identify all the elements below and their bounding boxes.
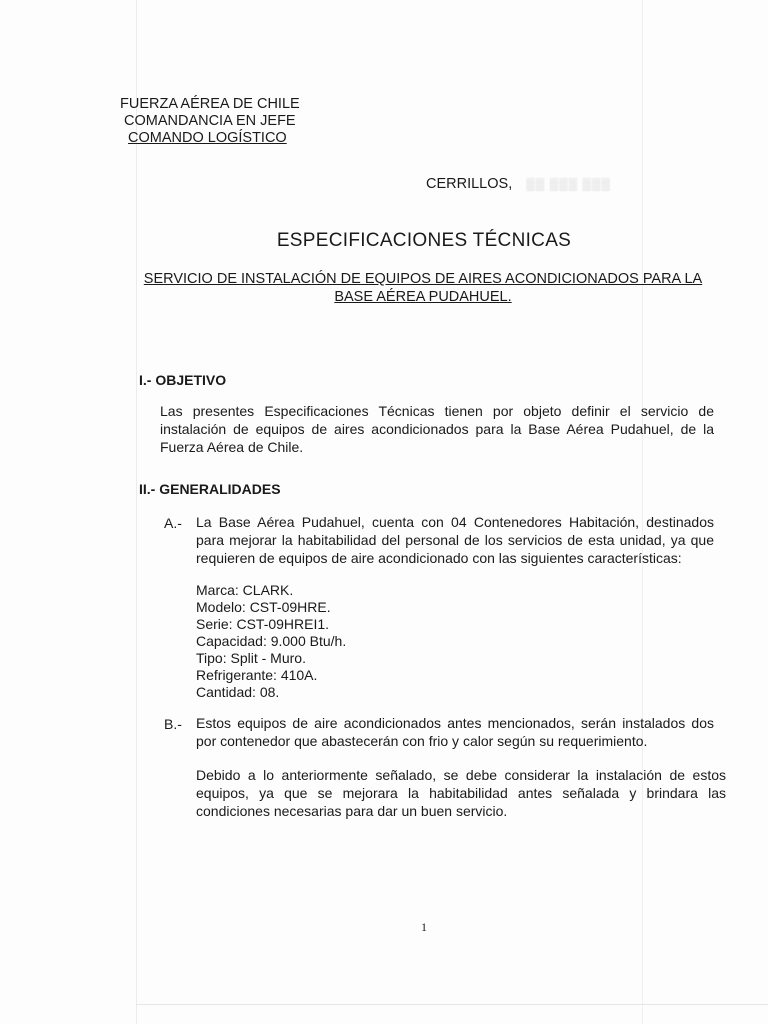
place-date bbox=[426, 176, 611, 192]
scan-edge-bottom bbox=[136, 1004, 768, 1005]
document-subtitle bbox=[136, 270, 710, 306]
spec-capacidad: Capacidad: 9.000 Btu/h. bbox=[196, 633, 347, 649]
letterhead-line-2: COMANDANCIA EN JEFE bbox=[124, 113, 296, 129]
letterhead-line-1: FUERZA AÉREA DE CHILE bbox=[120, 96, 300, 112]
section-objetivo-text: Las presentes Especificaciones Técnicas tienen por objeto definir el servicio de instalación de equipos de aires acondicionados para la Base Aérea Pudahuel, de la Fuerza Aérea de Chile. bbox=[160, 403, 714, 455]
document-title: ESPECIFICACIONES TÉCNICAS bbox=[276, 230, 572, 251]
spec-marca: Marca: CLARK. bbox=[196, 582, 294, 598]
section-objetivo-heading: I.- OBJETIVO bbox=[139, 372, 227, 388]
letterhead-line-3: COMANDO LOGÍSTICO bbox=[128, 130, 287, 146]
page-number: 1 bbox=[421, 920, 427, 934]
date-stamp: ▒▒ ▒▒▒ ▒▒▒ bbox=[526, 177, 611, 191]
subtitle-line-1: SERVICIO DE INSTALACIÓN DE EQUIPOS DE AIRES ACONDICIONADOS PARA LA bbox=[143, 271, 703, 287]
letterhead bbox=[120, 96, 300, 147]
spec-cantidad: Cantidad: 08. bbox=[196, 684, 280, 700]
item-b-text-2: Debido a lo anteriormente señalado, se debe considerar la instalación de estos equipos, ya que se mejorara la habitabilidad antes señalada y brindara las condiciones necesarias para dar un buen servicio. bbox=[196, 767, 726, 819]
place-label: CERRILLOS, bbox=[426, 176, 513, 192]
spec-serie: Serie: CST-09HREI1. bbox=[196, 616, 330, 632]
item-b-label: B.- bbox=[164, 716, 182, 732]
spec-refrigerante: Refrigerante: 410A. bbox=[196, 667, 318, 683]
item-a-text: La Base Aérea Pudahuel, cuenta con 04 Contenedores Habitación, destinados para mejorar la habitabilidad del personal de los servicios de esta unidad, ya que requieren de equipos de aire acondicionado con las siguientes características: bbox=[196, 514, 714, 566]
subtitle-line-2: BASE AÉREA PUDAHUEL. bbox=[334, 289, 512, 305]
scan-edge-left bbox=[136, 0, 137, 1024]
spec-modelo: Modelo: CST-09HRE. bbox=[196, 599, 331, 615]
item-b-text: Estos equipos de aire acondicionados antes mencionados, serán instalados dos por contenedor que abastecerán con frio y calor según su requerimiento. bbox=[196, 715, 714, 749]
scan-edge-right bbox=[642, 0, 643, 1024]
spec-tipo: Tipo: Split - Muro. bbox=[196, 650, 306, 666]
item-a-label: A.- bbox=[164, 515, 182, 531]
equipment-specs bbox=[196, 582, 346, 701]
section-generalidades-heading: II.- GENERALIDADES bbox=[139, 481, 281, 497]
